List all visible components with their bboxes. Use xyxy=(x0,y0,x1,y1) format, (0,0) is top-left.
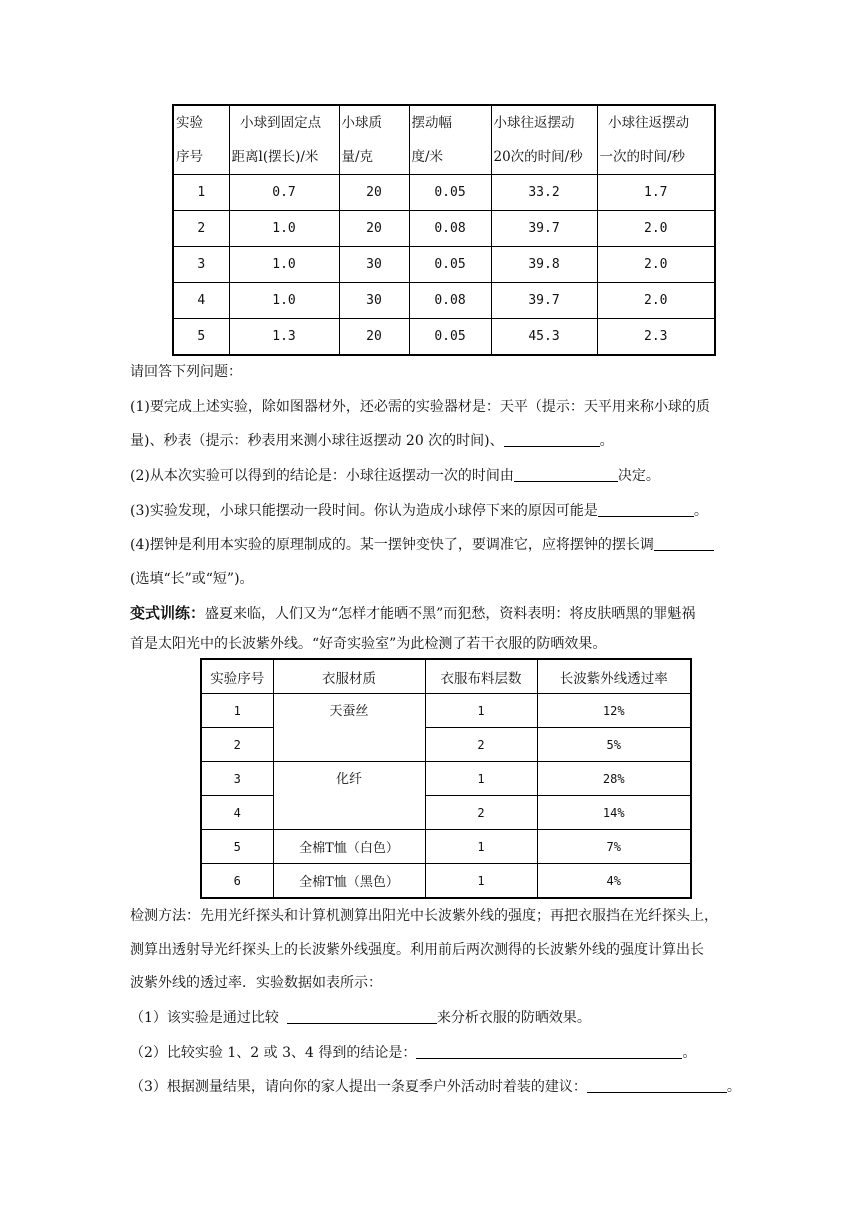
method-line-3: 波紫外线的透过率．实验数据如表所示： xyxy=(130,975,382,991)
question-4 xyxy=(130,534,714,554)
question-text: （2）比较实验 1、2 或 3、4 得到的结论是： xyxy=(130,1045,417,1061)
pendulum-data-table xyxy=(172,104,716,356)
table-cell: 1.3 xyxy=(229,319,339,356)
question-text: （1）该实验是通过比较 xyxy=(130,1010,279,1026)
variant-training-text: 盛夏来临，人们又为“怎样才能晒不黑”而犯愁，资料表明：将皮肤晒黑的罪魁祸 xyxy=(205,606,696,622)
table-cell: 4 xyxy=(173,283,229,319)
question-2-1 xyxy=(130,1007,591,1027)
header-cell: 摆动幅 度/米 xyxy=(409,105,491,175)
header-cell: 小球往返摆动 一次的时间/秒 xyxy=(597,105,715,175)
question-2-text: (2)从本次实验可以得到的结论是：小球往返摆动一次的时间由 xyxy=(130,468,514,484)
table-cell: 28% xyxy=(537,762,691,796)
question-2 xyxy=(130,465,660,485)
method-line-2: 测算出透射导光纤探头上的长波紫外线强度。利用前后两次测得的长波紫外线的强度计算出长 xyxy=(130,942,704,958)
table-cell: 7% xyxy=(537,830,691,864)
method-line-1: 检测方法：先用光纤探头和计算机测算出阳光中长波紫外线的强度；再把衣服挡在光纤探头上， xyxy=(130,908,718,924)
table-cell: 30 xyxy=(339,247,409,283)
table-row xyxy=(173,247,715,283)
table-cell: 1.0 xyxy=(229,283,339,319)
material-cell: 全棉T恤（白色） xyxy=(273,830,425,864)
question-2-2 xyxy=(130,1042,696,1062)
table-cell: 1 xyxy=(425,694,537,728)
question-2-end: 决定。 xyxy=(617,468,660,484)
questions-intro: 请回答下列问题： xyxy=(130,364,242,380)
table-cell: 1 xyxy=(425,830,537,864)
table-cell: 1 xyxy=(425,864,537,899)
table-cell: 14% xyxy=(537,796,691,830)
question-3-text: (3)实验发现，小球只能摆动一段时间。你认为造成小球停下来的原因可能是 xyxy=(130,503,598,519)
material-cell: 全棉T恤（黑色） xyxy=(273,864,425,899)
uv-protection-table xyxy=(200,658,692,899)
table-header-row xyxy=(201,659,691,694)
question-text: （3）根据测量结果，请向你的家人提出一条夏季户外活动时着装的建议： xyxy=(130,1079,587,1095)
table-cell: 4 xyxy=(201,796,273,830)
table-cell: 0.05 xyxy=(409,319,491,356)
table-cell: 0.05 xyxy=(409,175,491,211)
table-cell: 0.05 xyxy=(409,247,491,283)
header-cell: 衣服布料层数 xyxy=(425,659,537,694)
question-1-line-2 xyxy=(130,430,614,450)
table-cell: 2.0 xyxy=(597,283,715,319)
table-cell: 5 xyxy=(173,319,229,356)
question-end: 。 xyxy=(726,1079,741,1095)
variant-training-line-1 xyxy=(130,602,695,623)
question-1-end: 。 xyxy=(599,433,614,449)
question-4-text: (4)摆钟是利用本实验的原理制成的。某一摆钟变快了，要调准它，应将摆钟的摆长调 xyxy=(130,537,654,553)
table-row xyxy=(201,762,691,796)
table-cell: 45.3 xyxy=(491,319,597,356)
answer-blank[interactable] xyxy=(416,1044,682,1059)
table-cell: 30 xyxy=(339,283,409,319)
table-cell: 2 xyxy=(425,728,537,762)
table-cell: 2 xyxy=(425,796,537,830)
table-row xyxy=(201,694,691,728)
header-cell: 实验序号 xyxy=(201,659,273,694)
table-row xyxy=(201,830,691,864)
table-cell: 1 xyxy=(425,762,537,796)
material-cell: 化纤 xyxy=(273,762,425,830)
table-cell: 5 xyxy=(201,830,273,864)
header-cell: 小球质 量/克 xyxy=(339,105,409,175)
question-3-end: 。 xyxy=(693,503,708,519)
table-cell: 0.08 xyxy=(409,283,491,319)
table-cell: 33.2 xyxy=(491,175,597,211)
answer-blank[interactable] xyxy=(504,432,600,447)
table-cell: 1.7 xyxy=(597,175,715,211)
table-cell: 20 xyxy=(339,211,409,247)
question-1-line-1: (1)要完成上述实验，除如图器材外，还必需的实验器材是：天平（提示：天平用来称小球的质 xyxy=(130,399,710,415)
table-cell: 2.0 xyxy=(597,211,715,247)
question-end: 来分析衣服的防晒效果。 xyxy=(436,1010,591,1026)
table-cell: 3 xyxy=(173,247,229,283)
table-cell: 0.08 xyxy=(409,211,491,247)
header-cell: 衣服材质 xyxy=(273,659,425,694)
header-cell: 实验 序号 xyxy=(173,105,229,175)
table-cell: 1.0 xyxy=(229,247,339,283)
table-cell: 39.8 xyxy=(491,247,597,283)
table-row xyxy=(173,175,715,211)
table-row xyxy=(201,864,691,899)
question-2-3 xyxy=(130,1076,741,1096)
variant-training-line-2: 首是太阳光中的长波紫外线。“好奇实验室”为此检测了若干衣服的防晒效果。 xyxy=(130,636,607,652)
table-cell: 3 xyxy=(201,762,273,796)
question-4-line-2: (选填“长”或“短”)。 xyxy=(130,571,254,587)
question-3 xyxy=(130,500,708,520)
variant-training-label: 变式训练： xyxy=(130,604,206,622)
table-cell: 20 xyxy=(339,175,409,211)
table-cell: 1 xyxy=(201,694,273,728)
table-cell: 39.7 xyxy=(491,283,597,319)
table-cell: 0.7 xyxy=(229,175,339,211)
header-cell: 小球到固定点 距离l(摆长)/米 xyxy=(229,105,339,175)
table-cell: 2 xyxy=(201,728,273,762)
answer-blank[interactable] xyxy=(654,536,714,551)
answer-blank[interactable] xyxy=(514,467,618,482)
answer-blank[interactable] xyxy=(287,1009,437,1024)
table-row xyxy=(173,283,715,319)
table-cell: 2.3 xyxy=(597,319,715,356)
header-cell: 长波紫外线透过率 xyxy=(537,659,691,694)
answer-blank[interactable] xyxy=(587,1078,727,1093)
table-row xyxy=(173,211,715,247)
table-cell: 12% xyxy=(537,694,691,728)
table-cell: 1.0 xyxy=(229,211,339,247)
header-cell: 小球往返摆动 20次的时间/秒 xyxy=(491,105,597,175)
table-cell: 39.7 xyxy=(491,211,597,247)
table-row xyxy=(173,319,715,356)
table-cell: 1 xyxy=(173,175,229,211)
question-1-text: 量)、秒表（提示：秒表用来测小球往返摆动 20 次的时间)、 xyxy=(130,433,504,449)
question-end: 。 xyxy=(682,1045,697,1061)
table-cell: 5% xyxy=(537,728,691,762)
table-cell: 2.0 xyxy=(597,247,715,283)
table-cell: 4% xyxy=(537,864,691,899)
table-header-row xyxy=(173,105,715,175)
table-cell: 2 xyxy=(173,211,229,247)
material-cell: 天蚕丝 xyxy=(273,694,425,762)
answer-blank[interactable] xyxy=(598,502,694,517)
table-cell: 6 xyxy=(201,864,273,899)
table-cell: 20 xyxy=(339,319,409,356)
